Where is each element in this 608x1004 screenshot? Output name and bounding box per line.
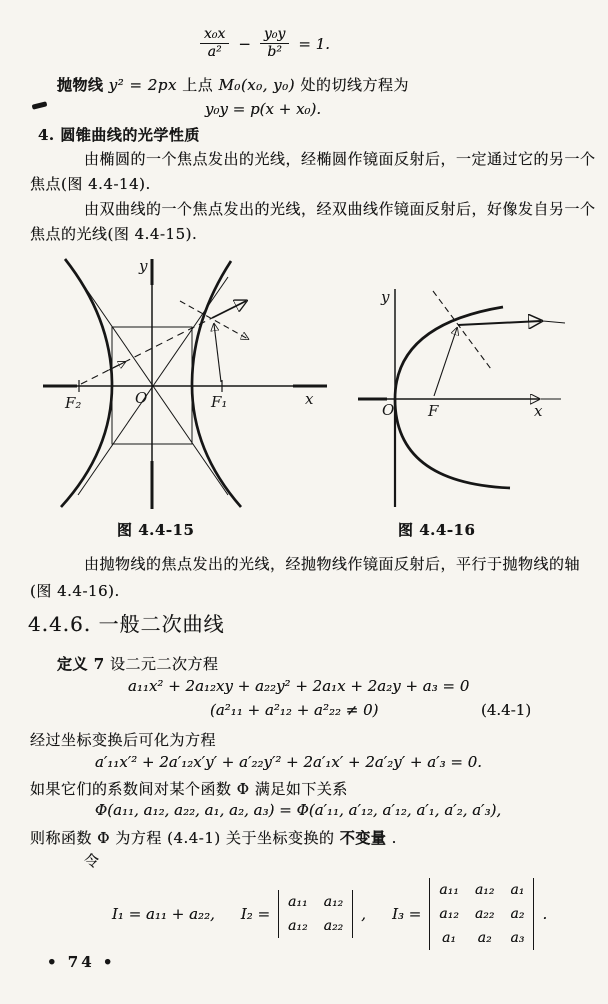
nondegeneracy-condition: (a²₁₁ + a²₁₂ + a²₂₂ ≠ 0) xyxy=(210,701,379,719)
equation-number-4-4-1: (4.4-1) xyxy=(481,701,532,719)
invariant-I2-comma: , xyxy=(361,905,367,923)
parabola-curve xyxy=(395,307,510,488)
reflected-ray-parallel-axis xyxy=(458,321,541,325)
invariant-I3-determinant xyxy=(429,878,534,950)
matrix-cell: a₂ xyxy=(477,930,492,946)
y-axis-label: y xyxy=(139,257,148,275)
matrix-cell: a₁₂ xyxy=(439,906,459,922)
matrix-cell: a₂ xyxy=(510,906,525,922)
figure-15-caption: 图 4.4-15 xyxy=(117,521,195,539)
text-at-point: 上点 xyxy=(182,76,214,94)
invariant-I3-period: . xyxy=(542,905,548,923)
axes xyxy=(43,259,327,509)
incident-ray-from-F xyxy=(434,328,457,396)
text-tangent-equation-is: 处的切线方程为 xyxy=(300,76,409,94)
invariant-definition-line xyxy=(30,827,397,848)
matrix-cell: a₁₂ xyxy=(474,882,495,898)
ellipse-paragraph-line1: 由椭圆的一个焦点发出的光线，经椭圆作镜面反射后，一定通过它的另一个 xyxy=(84,150,596,168)
invariants-definitions xyxy=(112,868,547,960)
focus-F1-label: F₁ xyxy=(211,393,228,411)
math-point-M0: M₀(x₀, y₀) xyxy=(218,76,296,94)
focus-F-label: F xyxy=(428,402,439,420)
reflected-ray-arrow xyxy=(212,301,246,318)
fraction-x0x-a2 xyxy=(200,27,229,61)
numerator: x₀x xyxy=(200,27,229,44)
denominator: a² xyxy=(207,44,222,61)
fraction-y0y-b2 xyxy=(260,27,289,61)
invariant-I2-determinant xyxy=(278,890,353,938)
origin-label: O xyxy=(135,389,148,407)
phi-function-intro: 如果它们的系数间对某个函数 Φ 满足如下关系 xyxy=(30,780,348,798)
hyperbola-paragraph-line1: 由双曲线的一个焦点发出的光线，经双曲线作镜面反射后，好像发自另一个 xyxy=(84,200,596,218)
general-quadratic-equation: a₁₁x² + 2a₁₂xy + a₂₂y² + 2a₁x + 2a₂y + a₃ = 0 xyxy=(128,677,470,695)
figure-4-4-16 xyxy=(355,255,605,515)
ellipse-paragraph-line2: 焦点(图 4.4-14). xyxy=(30,175,151,193)
matrix-cell: a₂₂ xyxy=(323,918,344,934)
invariant-pre-text: 则称函数 Φ 为方程 (4.4-1) 关于坐标变换的 xyxy=(30,829,335,847)
x-axis-label: x xyxy=(305,390,314,408)
matrix-cell: a₁ xyxy=(510,882,525,898)
parabola-paragraph-line1: 由抛物线的焦点发出的光线，经抛物线作镜面反射后，平行于抛物线的轴 xyxy=(84,555,581,573)
figure-16-caption: 图 4.4-16 xyxy=(398,521,476,539)
y-axis-label: y xyxy=(381,288,390,306)
invariant-I2 xyxy=(241,890,366,938)
denominator: b² xyxy=(267,44,282,61)
equals-one: = 1. xyxy=(298,34,331,53)
term-parabola: 抛物线 xyxy=(57,76,104,94)
parabola-tangent-equation: y₀y = p(x + x₀). xyxy=(205,100,322,118)
x-axis-label: x xyxy=(534,402,543,420)
tangent-line-dashed xyxy=(433,291,491,369)
matrix-cell: a₁₂ xyxy=(323,894,344,910)
matrix-cell: a₁₁ xyxy=(288,894,308,910)
parabola-tangent-intro xyxy=(57,74,409,95)
focus-F2-label: F₂ xyxy=(65,394,82,412)
matrix-cell: a₁ xyxy=(442,930,457,946)
invariant-I2-label: I₂ = xyxy=(240,905,271,923)
matrix-cell: a₁₂ xyxy=(288,918,308,934)
section-heading-general-quadratic: 4.4.6. 一般二次曲线 xyxy=(28,612,225,636)
hyperbola-paragraph-line2: 焦点的光线(图 4.4-15). xyxy=(30,225,198,243)
matrix-cell: a₁₁ xyxy=(439,882,459,898)
coordinate-transform-text: 经过坐标变换后可化为方程 xyxy=(30,731,217,749)
invariant-post-text: . xyxy=(391,829,397,847)
numerator: y₀y xyxy=(260,27,289,44)
tangent-line-dashed xyxy=(180,301,248,339)
hyperbola-tangent-equation xyxy=(200,27,330,61)
transformed-quadratic-equation: a′₁₁x′² + 2a′₁₂x′y′ + a′₂₂y′² + 2a′₁x′ + 2a′₂y′ + a′₃ = 0. xyxy=(95,753,483,771)
invariant-I3-label: I₃ = xyxy=(392,905,422,923)
minus-sign: − xyxy=(238,34,251,53)
invariant-I1: I₁ = a₁₁ + a₂₂, xyxy=(112,905,215,923)
phi-invariance-equation: Φ(a₁₁, a₁₂, a₂₂, a₁, a₂, a₃) = Φ(a′₁₁, a′₁₂, a′₁₂, a′₁, a′₂, a′₃), xyxy=(95,801,502,819)
incident-ray-from-F1 xyxy=(214,324,221,382)
math-y2-2px: y² = 2px xyxy=(108,76,177,94)
hyperbola-right-branch xyxy=(192,261,241,507)
matrix-cell: a₂₂ xyxy=(474,906,495,922)
matrix-cell: a₃ xyxy=(510,930,525,946)
hyperbola-left-branch xyxy=(61,259,112,507)
page-number: • 74 • xyxy=(47,953,116,971)
optics-section-heading: 4. 圆锥曲线的光学性质 xyxy=(38,126,200,144)
figure-4-4-15 xyxy=(35,255,335,515)
definition-7-text: 设二元二次方程 xyxy=(109,655,219,673)
definition-7-line xyxy=(57,653,218,674)
origin-label: O xyxy=(382,401,395,419)
ink-smudge xyxy=(32,101,48,109)
let-label: 令 xyxy=(84,852,100,870)
parabola-paragraph-line2: (图 4.4-16). xyxy=(30,582,120,600)
reflected-ray-extension xyxy=(543,321,565,323)
definition-7-label: 定义 7 xyxy=(57,655,105,673)
invariant-term: 不变量 xyxy=(339,829,387,847)
invariant-I3 xyxy=(392,878,547,950)
